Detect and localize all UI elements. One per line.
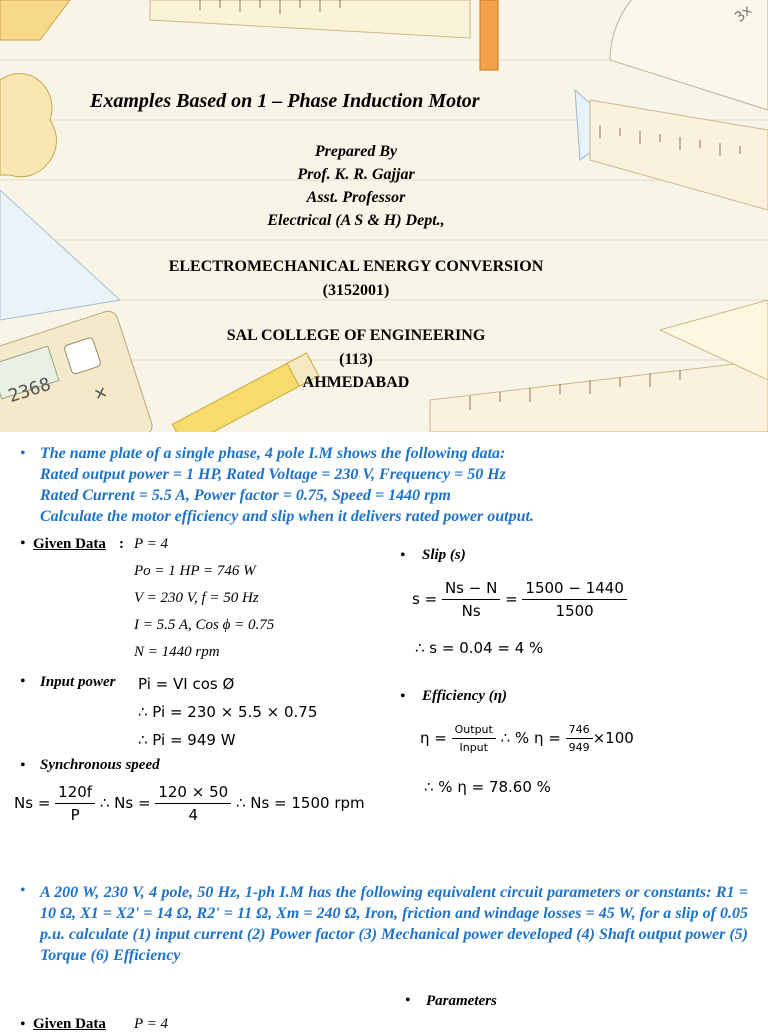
numerator: 1500 − 1440 xyxy=(522,579,626,600)
given-data-colon: : xyxy=(119,536,124,552)
fraction-120f-over-p xyxy=(55,783,95,824)
denominator: Input xyxy=(459,741,488,754)
input-power-label: Input power xyxy=(40,674,116,690)
given-pole: P = 4 xyxy=(134,1016,169,1032)
numerator: Output xyxy=(452,723,496,739)
fraction-746-over-949 xyxy=(566,723,593,754)
fraction-ns-minus-n-over-ns xyxy=(442,579,500,620)
college-code: (113) xyxy=(339,351,373,368)
question-line: Rated output power = 1 HP, Rated Voltage = 230 V, Frequency = 50 Hz xyxy=(40,466,506,483)
given-data-label: Given Data xyxy=(33,1016,106,1032)
efficiency-percent-prefix: ∴ % η = xyxy=(500,729,561,747)
fraction-1500-minus-1440-over-1500 xyxy=(522,579,626,620)
question-line: Calculate the motor efficiency and slip when it delivers rated power output. xyxy=(40,508,534,525)
college-city: AHMEDABAD xyxy=(302,374,410,391)
given-current-pf: I = 5.5 A, Cos ϕ = 0.75 xyxy=(134,617,275,633)
bullet: • xyxy=(20,757,26,774)
ns-symbol: Ns xyxy=(114,794,134,812)
slide-title: Examples Based on 1 – Phase Induction Motor xyxy=(90,90,480,112)
slip-result: ∴ s = 0.04 = 4 % xyxy=(415,639,544,657)
calculator-multiply-key: ✕ xyxy=(91,382,111,405)
denominator: 4 xyxy=(188,806,199,824)
efficiency-result: ∴ % η = 78.60 % xyxy=(424,778,551,796)
synchronous-speed-result: ∴ Ns = 1500 rpm xyxy=(235,794,365,812)
author-name: Prof. K. R. Gajjar xyxy=(297,166,415,183)
calculator-digits: 2368 xyxy=(5,373,54,408)
protractor-label: 3x xyxy=(731,2,756,26)
input-power-substitution: ∴ Pi = 230 × 5.5 × 0.75 xyxy=(138,703,318,721)
given-data-label: Given Data xyxy=(33,536,106,552)
synchronous-speed-equation: Ns = $\frac{120f}{P}$ ∴ Ns = $\frac{120 \times 50}{4}$ ∴ Ns = 1500 rpm xyxy=(14,783,365,824)
given-voltage-frequency: V = 230 V, f = 50 Hz xyxy=(134,590,259,606)
author-designation: Asst. Professor xyxy=(306,189,406,206)
fraction-120x50-over-4 xyxy=(155,783,231,824)
numerator: 120 × 50 xyxy=(155,783,231,804)
slip-equation: s = $\frac{Ns - N}{Ns}$ = $\frac{1500 - 1440}{1500}$ xyxy=(412,579,627,620)
slip-symbol: s = xyxy=(412,590,438,608)
given-speed: N = 1440 rpm xyxy=(134,644,220,660)
parameters-label: Parameters xyxy=(426,993,497,1009)
denominator: P xyxy=(70,806,80,824)
slip-label: Slip (s) xyxy=(422,547,466,563)
eta-symbol: η = xyxy=(420,729,447,747)
denominator: 949 xyxy=(568,741,590,754)
input-power-result: ∴ Pi = 949 W xyxy=(138,731,236,749)
question-bullet: • xyxy=(20,882,26,899)
input-power-formula: Pi = VI cos Ø xyxy=(138,675,235,693)
question-line: Rated Current = 5.5 A, Power factor = 0.75, Speed = 1440 rpm xyxy=(40,487,451,504)
subject-code: (3152001) xyxy=(322,282,390,299)
efficiency-label: Efficiency (η) xyxy=(422,688,508,704)
author-department: Electrical (A S & H) Dept., xyxy=(267,212,445,229)
numerator: 120f xyxy=(55,783,95,804)
college-name: SAL COLLEGE OF ENGINEERING xyxy=(226,327,486,344)
subject-name: ELECTROMECHANICAL ENERGY CONVERSION xyxy=(168,258,544,275)
denominator: 1500 xyxy=(555,602,594,620)
bullet: • xyxy=(400,688,406,705)
numerator: Ns − N xyxy=(442,579,500,600)
title-slide xyxy=(0,0,768,432)
synchronous-speed-label: Synchronous speed xyxy=(40,757,160,773)
question-bullet: • xyxy=(20,445,26,462)
ns-symbol: Ns xyxy=(14,794,34,812)
example-1-slide xyxy=(0,435,768,855)
given-output-power: Po = 1 HP = 746 W xyxy=(134,563,256,579)
example-2-slide xyxy=(0,870,768,1033)
bullet: • xyxy=(20,673,26,690)
bullet: • xyxy=(20,535,26,552)
title-block xyxy=(0,0,768,432)
question-line: The name plate of a single phase, 4 pole I.M shows the following data: xyxy=(40,445,506,462)
times-100: ×100 xyxy=(592,729,634,747)
bullet: • xyxy=(20,1016,26,1033)
prepared-by: Prepared By xyxy=(314,143,398,160)
bullet: • xyxy=(400,547,406,564)
bullet: • xyxy=(405,992,411,1009)
fraction-output-over-input xyxy=(452,723,496,754)
numerator: 746 xyxy=(566,723,593,739)
given-pole: P = 4 xyxy=(134,536,169,552)
denominator: Ns xyxy=(461,602,481,620)
question-text: A 200 W, 230 V, 4 pole, 50 Hz, 1-ph I.M has the following equivalent circuit parameters or constants: R1 = 10 Ω, X1 = X2' = 14 Ω, R2' = 11 Ω, Xm = 240 Ω, Iron, friction and windage losses = 45 W, for a slip of 0.05 p.u. calculate (1) input current (2) Power factor (3) Mechanical power developed (4) Shaft output power (5) Torque (6) Efficiency xyxy=(40,884,748,964)
efficiency-equation xyxy=(420,723,634,754)
